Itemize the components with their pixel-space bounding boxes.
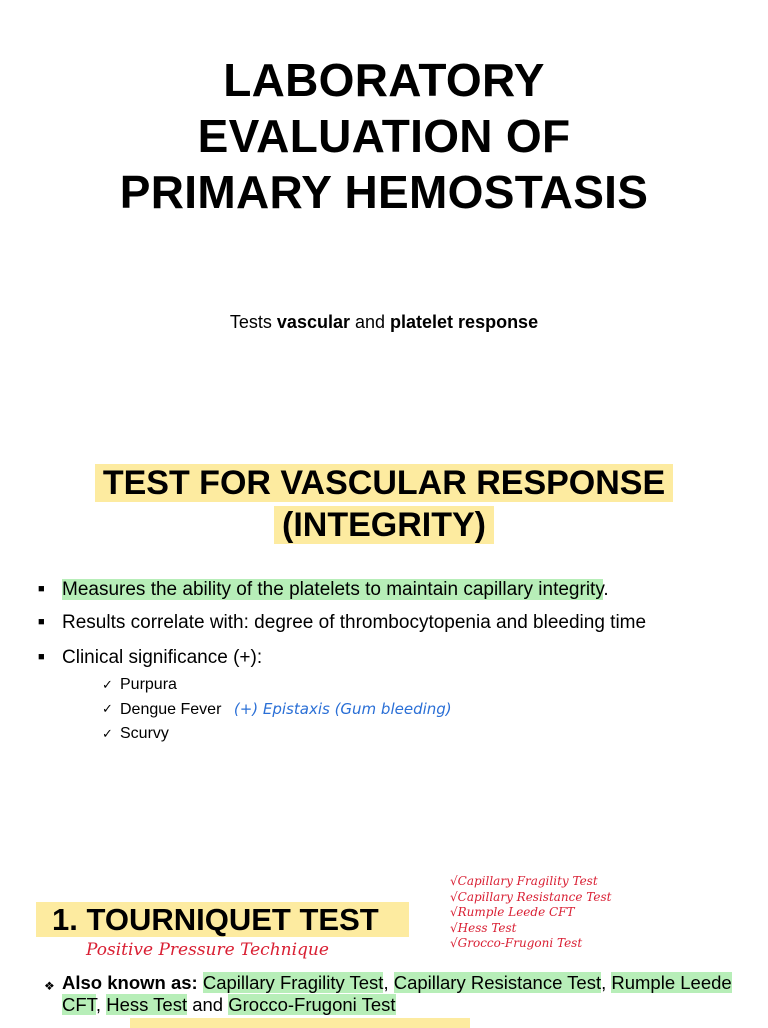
subtitle-bold-vascular: vascular (276, 312, 350, 332)
square-bullet-icon: ■ (38, 651, 45, 663)
significance-item: Scurvy (120, 725, 169, 742)
bullet-text: Results correlate with: degree of thrombocytopenia and bleeding time (62, 612, 647, 633)
subtitle-pre: Tests (229, 312, 277, 332)
aka-item: Grocco-Frugoni Test (228, 994, 396, 1015)
diamond-bullet-icon: ❖ (44, 979, 55, 993)
separator: and (187, 994, 229, 1015)
title-line: PRIMARY HEMOSTASIS (119, 166, 649, 218)
square-bullet-icon: ■ (38, 583, 45, 595)
list-item (34, 611, 734, 634)
section-heading-line2: (INTEGRITY) (274, 506, 494, 544)
aka-item: Hess Test (106, 994, 188, 1015)
tourniquet-heading-text: 1. TOURNIQUET TEST (36, 902, 409, 937)
list-item (62, 673, 734, 697)
checkmark-icon: ✓ (102, 726, 113, 741)
handwritten-red-list (450, 874, 611, 952)
list-item (62, 697, 734, 722)
bullet-period: . (603, 579, 609, 600)
list-item (34, 578, 734, 601)
subtitle-bold-platelet: platelet response (390, 312, 539, 332)
aka-item: Capillary Resistance Test (393, 972, 602, 993)
bullet-list (34, 578, 734, 746)
list-item (62, 722, 734, 746)
section-heading (0, 462, 768, 546)
aka-item: Rumple Leede CFT (62, 972, 732, 1015)
handwritten-list-item: √Rumple Leede CFT (450, 905, 575, 919)
separator: , (95, 994, 107, 1015)
handwritten-list-item: √Capillary Fragility Test (450, 874, 598, 888)
aka-item: Capillary Fragility Test (202, 972, 384, 993)
also-known-as (44, 972, 752, 1016)
handwritten-list-item: √Hess Test (450, 920, 517, 935)
significance-list (62, 673, 734, 746)
handwritten-note-blue: (+) Epistaxis (Gum bleeding) (233, 700, 452, 718)
tourniquet-heading (36, 900, 409, 940)
handwritten-note-red: Positive Pressure Technique (86, 940, 329, 960)
subtitle-mid: and (349, 312, 391, 332)
page-title (0, 52, 768, 220)
title-line: EVALUATION OF (197, 110, 571, 162)
subtitle (0, 312, 768, 333)
section-heading-line1: TEST FOR VASCULAR RESPONSE (95, 464, 673, 502)
title-line: LABORATORY (223, 54, 545, 106)
handwritten-list-item: √Capillary Resistance Test (450, 889, 612, 904)
bullet-highlight-text: Measures the ability of the platelets to maintain capillary integrity (62, 579, 604, 600)
handwritten-list-item: √Grocco-Frugoni Test (450, 936, 583, 950)
checkmark-icon: ✓ (102, 701, 113, 716)
square-bullet-icon: ■ (38, 616, 45, 628)
significance-item: Dengue Fever (120, 701, 222, 718)
significance-item: Purpura (120, 676, 177, 693)
checkmark-icon: ✓ (102, 677, 113, 692)
separator: , (601, 972, 612, 993)
cutoff-highlight (130, 1018, 470, 1028)
aka-label: Also known as: (62, 972, 198, 993)
list-item (34, 646, 734, 746)
bullet-text: Clinical significance (+): (62, 647, 263, 668)
separator: , (383, 972, 394, 993)
